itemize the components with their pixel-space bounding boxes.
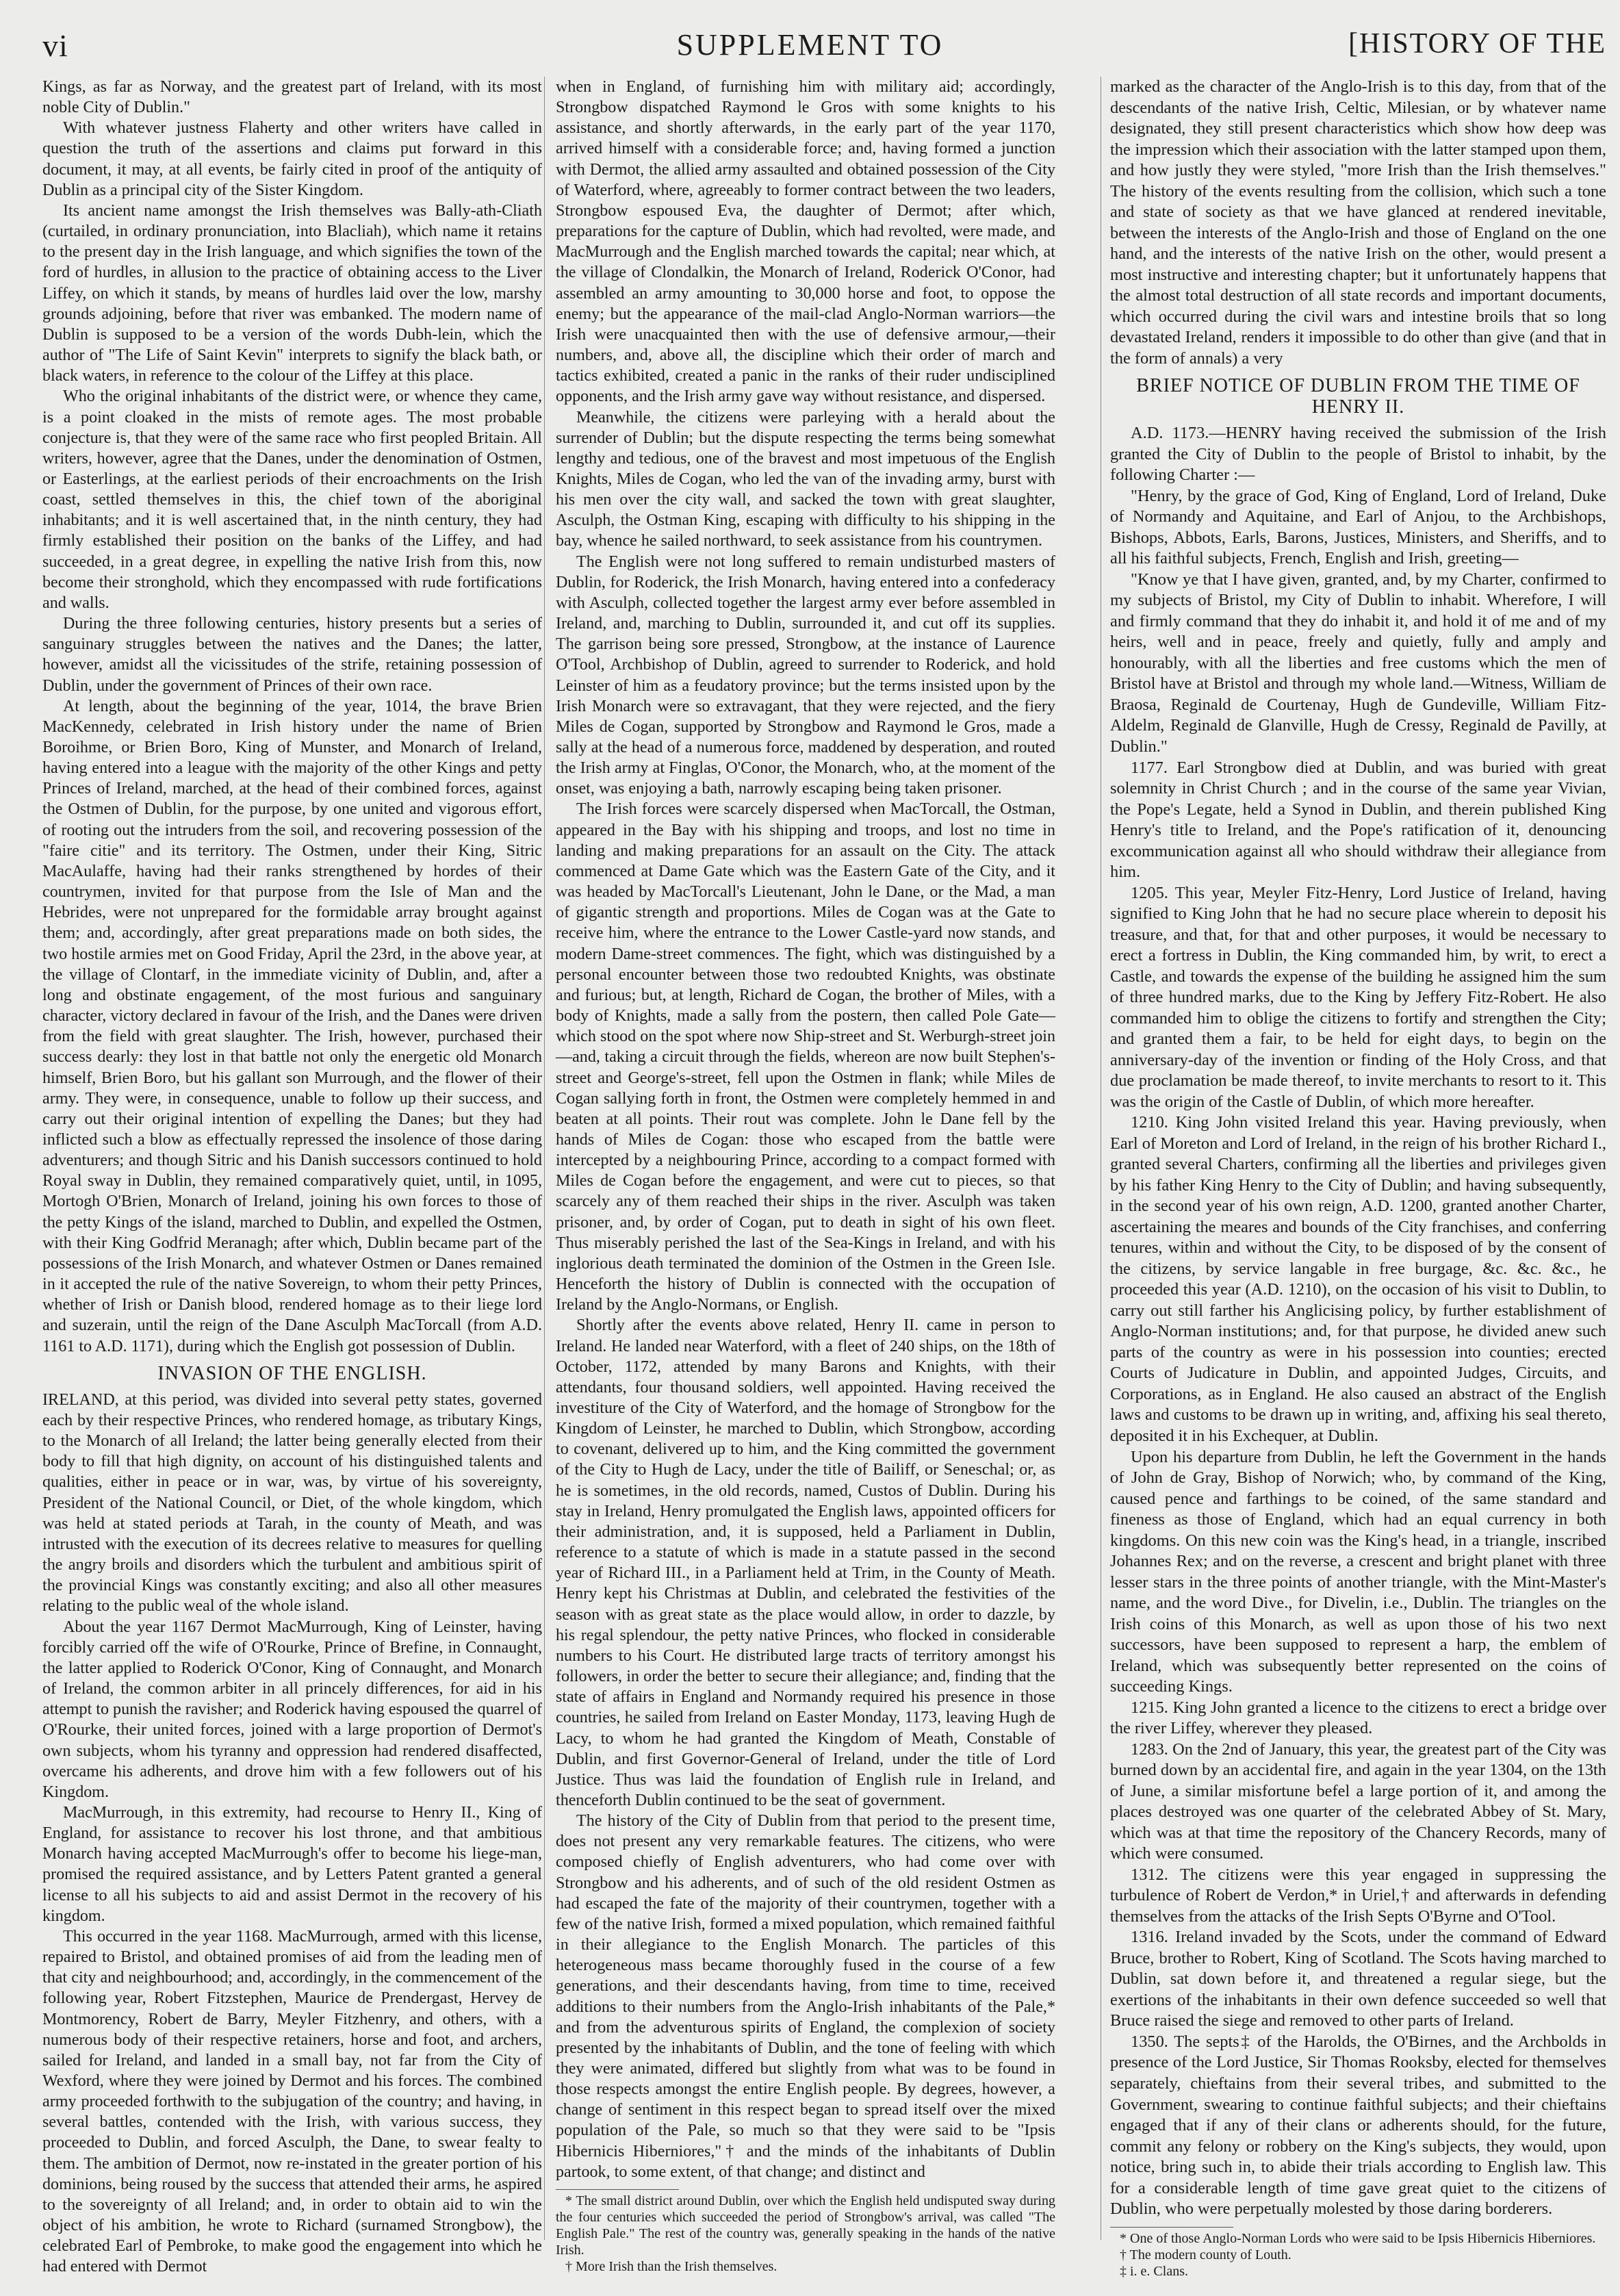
paragraph: 1312. The citizens were this year engaged in suppressing the turbulence of Robert de Verdon,* in Uriel,† and afterwards in defending themselves from the attacks of the Irish Septs O'Byrne and O'Tool. [1110,1865,1606,1926]
column-2 [556,77,1055,2275]
section-heading: BRIEF NOTICE OF DUBLIN FROM THE TIME OF HENRY II. [1136,375,1580,418]
paragraph: At length, about the beginning of the year, 1014, the brave Brien MacKennedy, celebrated in Irish history under the name of Brien Boroihme, or Brien Boro, King of Munster, and Monarch of Ireland, having entered into a league with the majority of the other Kings and petty Princes of Ireland, marched, at the head of their combined forces, against the Ostmen of Dublin, for the purpose, by one united and vigorous effort, of rooting out the intruders from the soil, and recovering possession of the "faire citie" and its territory. The Ostmen, under their King, Sitric MacAulaffe, having had their ranks strengthened by hordes of their countrymen, invited for that purpose from the Isle of Man and the Hebrides, were not unprepared for the formidable array brought against them; and, accordingly, after great preparations made on both sides, the two hostile armies met on Good Friday, April the 23rd, in the above year, at the village of Clontarf, in the immediate vicinity of Dublin, and, after a long and obstinate engagement, of the most furious and sanguinary character, victory declared in favour of the Irish, and the Danes were driven from the field with great slaughter. The Irish, however, purchased their success dearly: they lost in that battle not only the energetic old Monarch himself, Brien Boro, but his gallant son Murrough, and the flower of their army. They were, in consequence, unable to follow up their success, and carry out their original intention of expelling the Danes; but they had inflicted such a blow as effectually repressed the insolence of those daring adventurers; and though Sitric and his Danish successors continued to hold Royal sway in Dublin, they remained comparatively quiet, until, in 1095, Mortogh O'Brien, Monarch of Ireland, joining his own forces to those of the petty Kings of the island, marched to Dublin, and expelled the Ostmen, with their King Godfrid Meranagh; after which, Dublin became part of the possessions of the Irish Monarch, and whatever Ostmen or Danes remained in it accepted the rule of the native Sovereign, to whom their petty Princes, whether of Irish or Danish blood, rendered homage as to their liege lord and suzerain, until the reign of the Dane Asculph MacTorcall (from A.D. 1161 to A.D. 1171), during which the English got possession of Dublin. [42,697,542,1355]
paragraph: "Henry, by the grace of God, King of England, Lord of Ireland, Duke of Normandy and Aquitaine, and Earl of Anjou, to the Archbishops, Bishops, Abbots, Earls, Barons, Justices, Ministers, and Sheriffs, and to all his faithful subjects, French, English and Irish, greeting— [1110,486,1606,568]
paragraph: 1215. King John granted a licence to the citizens to erect a bridge over the river Liffey, wherever they pleased. [1110,1698,1606,1738]
paragraph: 1283. On the 2nd of January, this year, the greatest part of the City was burned down by an accidental fire, and again in the year 1304, on the 13th of June, a similar misfortune befel a large portion of it, and among the places destroyed was one quarter of the celebrated Abbey of St. Mary, which was at that time the repository of the Chancery Records, many of which were consumed. [1110,1739,1606,1863]
paragraph: 1177. Earl Strongbow died at Dublin, and was buried with great solemnity in Christ Church ; and in the course of the same year Vivian, the Pope's Legate, held a Synod in Dublin, and therein published King Henry's title to Ireland, and the Pope's ratification of it, denouncing excommunication against all who should withdraw their allegiance from him. [1110,758,1606,882]
section-heading: INVASION OF THE ENGLISH. [157,1362,427,1384]
paragraph: IRELAND, at this period, was divided into several petty states, governed each by their respective Princes, who rendered homage, as tributary Kings, to the Monarch of all Ireland; the latter being generally elected from their body to fill that high dignity, on account of his distinguished talents and qualities, either in peace or in war, was, by virtue of his sovereignty, President of the National Council, or Diet, of the whole kingdom, which was held at stated periods at Tarah, in the county of Meath, and was intrusted with the execution of its decrees relative to measures for quelling the angry broils and disorders which the turbulent and ambitious spirit of the provincial Kings was constantly exciting; and also all other measures relating to the public weal of the whole island. [42,1390,542,1616]
paragraph: MacMurrough, in this extremity, had recourse to Henry II., King of England, for assistance to recover his lost throne, and that ambitious Monarch having accepted MacMurrough's offer to become his liege-man, promised the required assistance, and by Letters Patent granted a general license to all his subjects to aid and assist Dermot in the recovery of his kingdom. [42,1803,542,1925]
paragraph: Who the original inhabitants of the district were, or whence they came, is a point cloaked in the mists of remote ages. The most probable conjecture is, that they were of the same race who first peopled Britain. All writers, however, agree that the Danes, under the denomination of Ostmen, or Easterlings, at the earliest periods of their encroachments on the Irish coast, settled themselves in this, the chief town of the aboriginal inhabitants; and it is well ascertained that, in the ninth century, they had firmly established their position on the banks of the Liffey, and had succeeded, in a great degree, in expelling the native Irish from this, now become their stronghold, which they encompassed with rude fortifications and walls. [42,387,542,612]
footnotes [1110,2230,1606,2280]
paragraph: 1350. The septs‡ of the Harolds, the O'Birnes, and the Archbolds in presence of the Lord Justice, Sir Thomas Rooksby, elected for themselves separately, chieftains from their several tribes, and submitted to the Government, swearing to continue faithful subjects; and their chieftains engaged that if any of their clans or adherents should, for the future, commit any felony or robbery on the King's subjects, they would, upon notice, bring such in, to abide their trials according to English law. This for a considerable length of time gave great quiet to the citizens of Dublin, who were perpetually molested by those daring borderers. [1110,2032,1606,2219]
footnote-rule [1110,2227,1233,2228]
footnote: † More Irish than the Irish themselves. [565,2258,777,2274]
column-1 [42,77,542,2278]
column-3 [1110,77,1606,2280]
paragraph: Shortly after the events above related, Henry II. came in person to Ireland. He landed near Waterford, with a fleet of 240 ships, on the 18th of October, 1172, attended by many Barons and Knights, with their attendants, four thousand soldiers, well appointed. Having received the investiture of the City of Waterford, and the homage of Strongbow for the Kingdom of Leinster, he marched to Dublin, which Strongbow, according to covenant, delivered up to him, and the King committed the government of the City to Hugh de Lacy, under the title of Bailiff, or Seneschal; or, as he is sometimes, in the old records, named, Custos of Dublin. During his stay in Ireland, Henry promulgated the English laws, appointed officers for their administration, and, it is supposed, held a Parliament in Dublin, reference to a statute of which is made in a statute passed in the second year of Richard III., in a Parliament held at Trim, in the County of Meath. Henry kept his Christmas at Dublin, and celebrated the festivities of the season with as great state as the place would allow, in order to dazzle, by his regal splendour, the petty native Princes, who flocked in considerable numbers to his Court. He distributed large tracts of territory amongst his followers, in order the better to secure their allegiance; and, finding that the state of affairs in England and Normandy required his presence in those countries, he sailed from Ireland on Easter Monday, 1173, leaving Hugh de Lacy, to whom he had granted the Kingdom of Meath, Constable of Dublin, and first Governor-General of Ireland, under the title of Lord Justice. Thus was laid the foundation of English rule in Ireland, and thenceforth Dublin continued to be the seat of government. [556,1316,1055,1809]
paragraph: 1205. This year, Meyler Fitz-Henry, Lord Justice of Ireland, having signified to King John that he had no secure place wherein to deposit his treasure, and that, for that and other purposes, it would be necessary to erect a fortress in Dublin, the King commanded him, by writ, to erect a Castle, and towards the expense of the building he assigned him the sum of three hundred marks, due to the King by Jeffery Fitz-Robert. He also commanded him to oblige the citizens to fortify and strengthen the City; and granted them a fair, to be held for eight days, to begin on the anniversary-day of the invention or finding of the Holy Cross, and that due proclamation be made thereof, to invite merchants to resort to it. This was the origin of the Castle of Dublin, of which more hereafter. [1110,883,1606,1111]
paragraph: Its ancient name amongst the Irish themselves was Bally-ath-Cliath (curtailed, in ordinary pronunciation, into Blacliah), which name it retains to the present day in the Irish language, and which signifies the town of the ford of hurdles, in allusion to the practice of obtaining access to the Liver Liffey, on which it stands, by means of hurdles laid over the low, marshy grounds adjoining, before that river was embanked. The modern name of Dublin is supposed to be a version of the words Dubh-lein, which the author of "The Life of Saint Kevin" interprets to signify the black bath, or black waters, in reference to the colour of the Liffey at this place. [42,201,542,385]
paragraph: marked as the character of the Anglo-Irish is to this day, from that of the descendants of the native Irish, Celtic, Milesian, or by whatever name designated, they still present characteristics which show how deep was the impression which their association with the latter stamped upon them, and how justly they were styled, "more Irish than the Irish themselves." The history of the events resulting from the collision, which such a tone and state of society as that we have glanced at rendered inevitable, between the interests of the Anglo-Irish and those of England on the one hand, and the interests of the native Irish on the other, would present a most instructive and interesting chapter; but it unfortunately happens that the almost total destruction of all state records and important documents, which occurred during the civil wars and intestine broils that so long devastated Ireland, renders it impossible to do other than give (and that in the form of annals) a very [1110,77,1606,368]
paragraph: This occurred in the year 1168. MacMurrough, armed with this license, repaired to Bristol, and obtained promises of aid from the leading men of that city and neighbourhood; and, accordingly, in the commencement of the following year, Robert Fitzstephen, Maurice de Prendergast, Hervey de Montmorency, Robert de Barry, Meyler Fitzhenry, and others, with a numerous body of their respective retainers, horse and foot, and archers, sailed for Ireland, and landed in a small bay, not far from the City of Wexford, where they were joined by Dermot and his forces. The combined army proceeded forthwith to the subjugation of the country; and having, in several battles, contended with the Irish, with various success, they proceeded to Dublin, and forced Asculph, the Dane, to swear fealty to them. The ambition of Dermot, now re-instated in the greater portion of his dominions, being roused by the success that attended their arms, he aspired to the sovereignty of all Ireland; and, in order to obtain aid to win the object of his ambition, he wrote to Richard (surnamed Strongbow), the celebrated Earl of Pembroke, to make good the engagement into which he had entered with Dermot [42,1927,542,2276]
paragraph: Upon his departure from Dublin, he left the Government in the hands of John de Gray, Bishop of Norwich; who, by command of the King, caused pence and farthings to be coined, of the same standard and fineness as those of England, which had an equal currency in both kingdoms. On this new coin was the King's head, in a triangle, inscribed Johannes Rex; and on the reverse, a crescent and bright planet with three lesser stars in the three points of another triangle, with the Mint-Master's name, and the word Dive., for Divelin, i.e., Dublin. The triangles on the Irish coins of this Monarch, as well as upon those of his two next successors, have been supposed to represent a harp, the emblem of Ireland, which was subsequently better represented on the coins of succeeding Kings. [1110,1447,1606,1696]
footnote-rule [556,2189,679,2190]
footnote: † The modern county of Louth. [1120,2247,1291,2262]
paragraph: With whatever justness Flaherty and other writers have called in question the truth of the assertions and claims put forward in this document, it may, at all events, be fairly cited in proof of the antiquity of Dublin as a principal city of the Sister Kingdom. [42,119,542,199]
paragraph: 1316. Ireland invaded by the Scots, under the command of Edward Bruce, brother to Robert, King of Scotland. The Scots having marched to Dublin, sat down before it, and threatened a regular siege, but the exertions of the inhabitants in their own defence succeeded so well that Bruce raised the siege and removed to other parts of Ireland. [1110,1928,1606,2030]
footnote: * One of those Anglo-Norman Lords who were said to be Ipsis Hibernicis Hiberniores. [1120,2230,1596,2246]
paragraph: The Irish forces were scarcely dispersed when MacTorcall, the Ostman, appeared in the Bay with his shipping and troops, and lost no time in landing and making preparations for an assault on the City. The attack commenced at Dame Gate which was the Eastern Gate of the City, and it was headed by MacTorcall's Lieutenant, John le Dane, or the Mad, a man of gigantic strength and proportions. Miles de Cogan was at the Gate to receive him, where the entrance to the Lower Castle-yard now stands, and modern Dame-street commences. The fight, which was distinguished by a personal encounter between those two redoubted Knights, was obstinate and furious; but, at length, Richard de Cogan, the brother of Miles, with a body of Knights, made a sally from the postern, then called Pole Gate—which stood on the spot where now Ship-street and St. Werburgh-street join—and, taking a circuit through the fields, whereon are now built Stephen's-street and George's-street, fell upon the Ostmen in flank; while Miles de Cogan sallying forth in front, the Ostmen were completely hemmed in and beaten at all points. Their rout was complete. John le Dane fell by the hands of Miles de Cogan: those who escaped from the battle were intercepted by a neighbouring Prince, according to a compact formed with Miles de Cogan before the engagement, and were cut to pieces, so that scarcely any of them reached their ships in the river. Asculph was taken prisoner, and, by order of Cogan, put to death in sight of his own fleet. Thus miserably perished the last of the Sea-Kings in Ireland, and with his inglorious death terminated the dominion of the Ostmen in the Green Isle. Henceforth the history of Dublin is connected with the occupation of Ireland by the Anglo-Normans, or English. [556,800,1055,1314]
page-number: vi [42,28,68,63]
paragraph: During the three following centuries, history presents but a series of sanguinary struggles between the natives and the Danes; the latter, however, amidst all the vicissitudes of the strife, retaining possession of Dublin, under the government of Princes of their own race. [42,615,542,695]
paragraph: "Know ye that I have given, granted, and, by my Charter, confirmed to my subjects of Bristol, my City of Dublin to inhabit. Wherefore, I will and firmly command that they do inhabit it, and hold it of me and of my heirs, well and in peace, freely and quietly, fully and amply and honourably, with all the liberties and free customs which the men of Bristol have at Bristol and through my whole land.—Witness, William de Braosa, Reginald de Courtenay, Hugh de Gundeville, William Fitz-Aldelm, Reginald de Glanville, Hugh de Cressy, Reginald de Pavilly, at Dublin." [1110,570,1606,756]
paragraph: 1210. King John visited Ireland this year. Having previously, when Earl of Moreton and Lord of Ireland, in the reign of his brother Richard I., granted several Charters, confirming all the liberties and privileges given by his father King Henry to the City of Dublin; and having subsequently, in the second year of his own reign, A.D. 1200, granted another Charter, ascertaining the meares and bounds of the City franchises, and conferring tenures, within and without the City, to be disposed of by the consent of the citizens, by service langable in free burgage, &c. &c. &c., he proceeded this year (A.D. 1210), on the occasion of his visit to Dublin, to carry out still farther his Anglicising policy, by further establishment of Anglo-Norman institutions; and, for that purpose, he divided anew such parts of the country as were in his possession into counties; erected Courts of Judicature in Dublin, and appointed Judges, Circuits, and Corporations, as in England. He also caused an abstract of the English laws and customs to be drawn up in writing, and, affixing his seal thereto, deposited it in his Exchequer, at Dublin. [1110,1113,1606,1445]
paragraph: when in England, of furnishing him with military aid; accordingly, Strongbow dispatched Raymond le Gros with some knights to his assistance, and shortly afterwards, in the early part of the year 1170, arrived himself with a considerable force; and, having formed a junction with Dermot, the allied army assaulted and obtained possession of the City of Waterford, where, agreeably to former contract between the two leaders, Strongbow espoused Eva, the daughter of Dermot; after which, preparations for the capture of Dublin, which had revolted, were made, and MacMurrough and the English marched towards the capital; near which, at the village of Clondalkin, the Monarch of Ireland, Roderick O'Conor, had assembled an army amounting to 30,000 horse and foot, to oppose the enemy; but the appearance of the mail-clad Anglo-Norman warriors—the Irish were unacquainted then with the use of defensive armour,—their numbers, and, above all, the discipline which their order of march and tactics exhibited, created a panic in the ranks of their ruder undisciplined opponents, and the Irish army gave way without resistance, and dispersed. [556,78,1055,406]
page-title: SUPPLEMENT TO [676,28,944,62]
paragraph: About the year 1167 Dermot MacMurrough, King of Leinster, having forcibly carried off the wife of O'Rourke, Prince of Brefine, in Connaught, the latter applied to Roderick O'Conor, King of Connaught, and Monarch of Ireland, the common arbiter in all princely differences, for aid in his attempt to punish the ravisher; and Roderick having espoused the quarrel of O'Rourke, their united forces, joined with a large proportion of Dermot's own subjects, whom his tyranny and oppression had rendered disaffected, overcame his adherents, and drove him with a few followers out of his Kingdom. [42,1618,542,1801]
paragraph: Kings, as far as Norway, and the greatest part of Ireland, with its most noble City of Dublin." [42,78,542,117]
footnote: ‡ i. e. Clans. [1120,2263,1188,2279]
paragraph: A.D. 1173.—HENRY having received the submission of the Irish granted the City of Dublin to the people of Bristol to inhabit, by the following Charter :— [1110,424,1606,485]
paragraph: The English were not long suffered to remain undisturbed masters of Dublin, for Roderick, the Irish Monarch, having entered into a confederacy with Asculph, collected together the largest army ever before assembled in Ireland, and, marching to Dublin, surrounded it, and cut off its supplies. The garrison being sore pressed, Strongbow, at the instance of Laurence O'Tool, Archbishop of Dublin, agreed to surrender to Roderick, and hold Leinster of him as a feudatory province; but the terms insisted upon by the Irish Monarch were so extravagant, that they were rejected, and the fiery Miles de Cogan, supported by Strongbow and Raymond le Gros, made a sally at the head of a numerous force, maddened by desperation, and routed the Irish army at Finglas, O'Conor, the Monarch, who, at the moment of the onset, was enjoying a bath, narrowly escaping being taken prisoner. [556,552,1055,798]
running-head: [HISTORY OF THE [1348,28,1606,60]
footnotes [556,2193,1055,2275]
column-rule [544,77,545,2240]
paragraph: The history of the City of Dublin from that period to the present time, does not present any very remarkable features. The citizens, who were composed chiefly of English adventurers, who had come over with Strongbow and his adherents, and of such of the old resident Ostmen as had escaped the fate of the majority of their countrymen, together with a few of the native Irish, formed a mixed population, which remained faithful in their allegiance to the English Monarch. The particles of this heterogeneous mass became thoroughly fused in the course of a few generations, and their descendants having, from time to time, received additions to their numbers from the Anglo-Irish inhabitants of the Pale,* and from the adventurous spirits of England, the complexion of society presented by the inhabitants of Dublin, and the tone of feeling with which they were animated, differed but slightly from what was to be found in those respects amongst the entire English people. By degrees, however, a change of sentiment in this respect began to spread itself over the mixed population of the Pale, so much so that they were said to be "Ipsis Hibernicis Hiberniores,"† and the minds of the inhabitants of Dublin partook, to some extent, of that change; and distinct and [556,1812,1055,2181]
footnote: * The small district around Dublin, over which the English held undisputed sway during the four centuries which succeeded the period of Strongbow's arrival, was called "The English Pale." The rest of the country was, generally speaking in the hands of the native Irish. [556,2193,1055,2258]
paragraph: Meanwhile, the citizens were parleying with a herald about the surrender of Dublin; but the dispute respecting the terms being somewhat lengthy and tedious, one of the bravest and most impetuous of the English Knights, Miles de Cogan, who led the van of the invading army, burst with his men over the city wall, and sacked the town with great slaughter, Asculph, the Ostman King, escaping with difficulty to his shipping in the bay, whence he sailed northward, to seek assistance from his countrymen. [556,408,1055,550]
